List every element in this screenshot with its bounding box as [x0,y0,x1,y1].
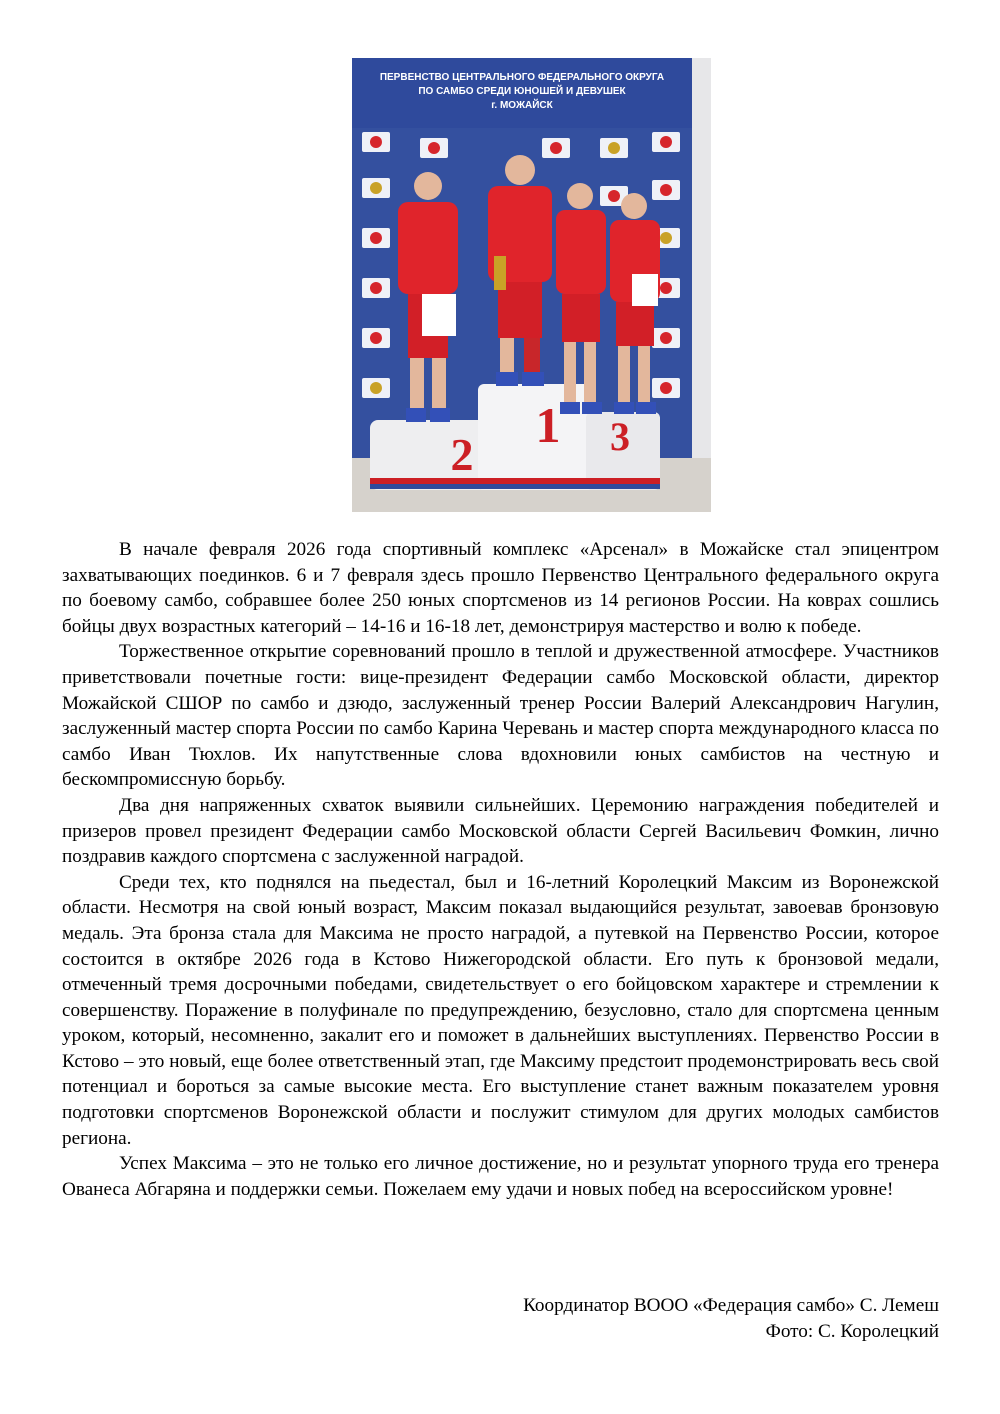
banner-title-line2: ПО САМБО СРЕДИ ЮНОШЕЙ И ДЕВУШЕК [418,86,626,97]
article-paragraph: Успех Максима – это не только его личное достижение, но и результат упорного труда его тренера Ованеса Абгаряна и поддержки семьи. Пожелаем ему удачи и новых побед на всероссийском уровне! [62,1153,939,1200]
podium-number-3: 3 [610,414,630,459]
article-paragraph: В начале февраля 2026 года спортивный комплекс «Арсенал» в Можайске стал эпицентром захватывающих поединков. 6 и 7 февраля здесь прошло Первенство Центрального федерального округа по боевому самбо, собравшее более 250 юных спортсменов из 14 регионов России. На коврах сошлись бойцы двух возрастных категорий – 14-16 и 16-18 лет, демонстрируя мастерство и волю к победе. [62,539,939,637]
podium-red-stripe [370,478,660,484]
article-paragraph: Среди тех, кто поднялся на пьедестал, был и 16-летний Королецкий Максим из Воронежской области. Несмотря на свой юный возраст, Максим показал выдающийся результат, завоевав бронзовую медаль. Эта бронза стала для Максима не просто наградой, а путевкой на Первенство России, которое состоится в октябре 2026 года в Кстово Нижегородской области. Его путь к бронзовой медали, отмеченный тремя досрочными победами, свидетельствует о его бойцовском характере и стремлении к совершенству. Поражение в полуфинале по предупреждению, безусловно, стало для спортсмена ценным уроком, который, несомненно, закалит его и поможет в дальнейших выступлениях. Первенство России в Кстово – это новый, еще более ответственный этап, где Максиму предстоит продемонстрировать весь свой потенциал и бороться за самые высокие места. Его выступление станет важным показателем уровня подготовки спортсменов Воронежской области и послужит стимулом для других молодых самбистов региона. [62,871,939,1149]
banner-title-line3: г. МОЖАЙСК [491,100,553,111]
podium-number-2: 2 [450,429,474,480]
trophy [494,256,506,290]
signature-block [523,1293,939,1344]
banner-title-line1: ПЕРВЕНСТВО ЦЕНТРАЛЬНОГО ФЕДЕРАЛЬНОГО ОКРУГА [379,72,665,83]
diploma [422,294,456,336]
podium-number-1: 1 [535,397,561,453]
article-body [62,537,939,1202]
diploma [632,274,658,306]
article-paragraph: Торжественное открытие соревнований прошло в теплой и дружественной атмосфере. Участников приветствовали почетные гости: вице-президент Федерации самбо Московской области, директор Можайской СШОР по самбо и дзюдо, заслуженный тренер России Валерий Александрович Нагулин, заслуженный мастер спорта России по самбо Карина Черевань и мастер спорта международного класса по самбо Иван Тюхлов. Их напутственные слова вдохновили юных самбистов на честную и бескомпромиссную борьбу. [62,641,939,791]
award-ceremony-photo [352,58,711,512]
article-paragraph: Два дня напряженных схваток выявили сильнейших. Церемонию награждения победителей и призеров провел президент Федерации самбо Московской области Сергей Васильевич Фомкин, лично поздравив каждого спортсмена с заслуженной наградой. [62,794,939,868]
podium-illustration [352,58,711,512]
podium-blue-stripe [370,484,660,489]
author-line: Координатор ВООО «Федерация самбо» С. Лемеш [523,1295,939,1316]
photo-credit: Фото: С. Королецкий [765,1320,939,1342]
